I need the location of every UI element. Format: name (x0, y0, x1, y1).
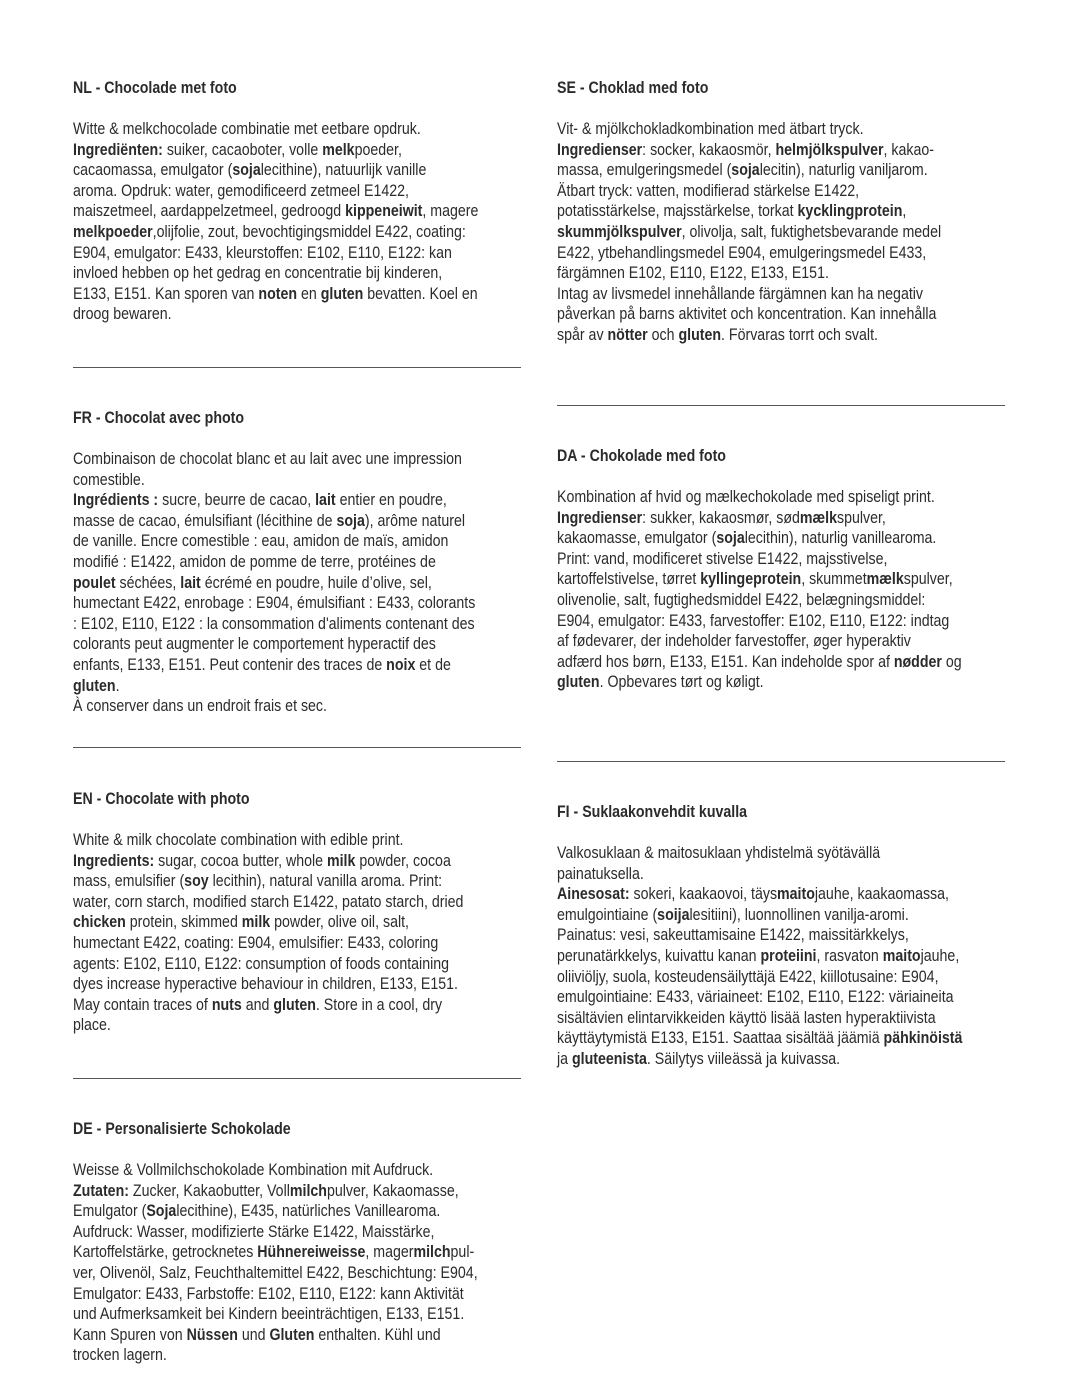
text-run: adfærd hos børn, E133, E151. Kan indeholde spor af (557, 652, 894, 671)
text-line (73, 1242, 478, 1263)
allergen-bold-text: Soja (146, 1202, 177, 1221)
text-run: Vit- & mjölkchokladkombination med ätbart tryck. (557, 120, 864, 138)
allergen-bold-text: soja (716, 529, 745, 548)
text-line (557, 140, 941, 161)
text-run: powder, olive oil, salt, (270, 913, 410, 932)
text-line (557, 1049, 962, 1070)
text-line (73, 933, 463, 954)
allergen-bold-text: nötter (607, 325, 648, 344)
text-line (557, 672, 962, 693)
text-run: aroma. Opdruk: water, gemodificeerd zetmeel E1422, (73, 181, 410, 200)
allergen-bold-text: Ingredients: (73, 851, 155, 870)
section-fi (557, 802, 1005, 1068)
text-run: . Säilytys viileässä ja kuivassa. (646, 1049, 841, 1068)
text-run: sokeri, kaakaovoi, täys (629, 885, 778, 904)
text-line (73, 1222, 478, 1243)
text-run: färgämnen E102, E110, E122, E133, E151. (557, 264, 829, 283)
text-run: lecitin), naturlig vaniljarom. (759, 161, 928, 180)
text-line (73, 676, 475, 697)
allergen-bold-text: Hühnereiweisse (257, 1243, 366, 1262)
text-line (557, 884, 962, 905)
text-line (73, 284, 478, 305)
text-run: agents: E102, E110, E122: consumption of foods containing (73, 954, 450, 973)
section-da (557, 446, 1005, 692)
text-run: dyes increase hyperactive behaviour in children, E133, E151. (73, 975, 458, 994)
text-line (557, 160, 941, 181)
allergen-bold-text: nuts (211, 995, 242, 1014)
section-body-de (73, 1160, 544, 1366)
allergen-bold-text: nødder (893, 652, 942, 671)
allergen-bold-text: gluteenista (571, 1049, 647, 1068)
text-run: och (647, 325, 679, 344)
text-line (73, 593, 475, 614)
section-body-fi (557, 843, 1028, 1070)
text-run: powder, cocoa (355, 851, 451, 870)
text-run: lecithine), E435, natürliches Vanillearoma. (176, 1202, 441, 1221)
allergen-bold-text: melk (322, 140, 355, 159)
text-run: de vanille. Encre comestible : eau, amidon de maïs, amidon (73, 532, 449, 551)
text-run: und Aufmerksamkeit bei Kindern beeinträchtigen, E133, E151. (73, 1305, 465, 1324)
text-run: påverkan på barns aktivitet och koncentration. Kan innehålla (557, 305, 937, 324)
text-run: comestible. (73, 470, 145, 489)
allergen-bold-text: mælk (799, 508, 837, 527)
text-line (73, 871, 463, 892)
allergen-bold-text: Zutaten: (73, 1181, 129, 1200)
text-run: , magere (422, 202, 479, 221)
allergen-bold-text: helmjölkspulver (775, 140, 884, 159)
allergen-bold-text: kyllingeprotein (700, 570, 802, 589)
allergen-bold-text: noten (258, 284, 298, 303)
text-line (73, 470, 475, 491)
allergen-bold-text: lait (180, 573, 201, 592)
section-se (557, 78, 1005, 344)
text-run: : sukker, kakaosmør, sød (642, 508, 800, 527)
section-body-se (557, 119, 1004, 346)
text-run: humectant E422, coating: E904, emulsifier: E433, coloring (73, 933, 439, 952)
text-line (557, 946, 962, 967)
text-run: maiszetmeel, aardappelzetmeel, gedroogd (73, 202, 346, 221)
text-run: en (297, 284, 321, 303)
text-line (73, 892, 463, 913)
text-line (73, 974, 463, 995)
text-run: Emulgator: E433, Farbstoffe: E102, E110, E122: kann Aktivität (73, 1284, 464, 1303)
text-run: enfants, E133, E151. Peut contenir des traces de (73, 655, 387, 674)
allergen-bold-text: pähkinöistä (883, 1029, 963, 1048)
text-run: humectant E422, enrobage : E904, émulsifiant : E433, colorants (73, 594, 476, 613)
section-body-nl (73, 119, 544, 325)
text-line (557, 611, 962, 632)
text-run: sucre, beurre de cacao, (158, 491, 316, 510)
text-run: lesitiini), luonnollinen vanilja-aromi. (689, 905, 909, 924)
text-run: sugar, cocoa butter, whole (154, 851, 327, 870)
text-line (73, 634, 475, 655)
text-run: Intag av livsmedel innehållande färgämnen kan ha negativ (557, 284, 924, 303)
text-line (557, 263, 941, 284)
text-run: colorants peut augmenter le comportement hyperactif des (73, 635, 436, 654)
text-line (73, 140, 478, 161)
text-line (73, 1345, 478, 1366)
divider-se-da (557, 405, 1005, 406)
allergen-bold-text: soy (184, 872, 209, 891)
text-run: protein, skimmed (125, 913, 242, 932)
text-run: , rasvaton (816, 946, 883, 965)
allergen-bold-text: maito (777, 885, 815, 904)
text-run: , (902, 202, 907, 221)
text-run: Aufdruck: Wasser, modifizierte Stärke E1422, Maisstärke, (73, 1222, 435, 1241)
text-run: , skummet (801, 570, 867, 589)
allergen-bold-text: soja (731, 161, 760, 180)
text-line (557, 905, 962, 926)
section-de (73, 1119, 521, 1365)
text-line (557, 284, 941, 305)
allergen-bold-text: chicken (73, 913, 126, 932)
text-run: Weisse & Vollmilchschokolade Kombination mit Aufdruck. (73, 1161, 434, 1179)
section-title-fi: FI - Suklaakonvehdit kuvalla (557, 803, 748, 821)
text-line (73, 830, 463, 851)
text-run: olivenolie, salt, fugtighedsmiddel E422, belægningsmiddel: (557, 590, 926, 609)
section-en (73, 789, 521, 1035)
allergen-bold-text: Nüssen (186, 1325, 238, 1344)
allergen-bold-text: gluten (320, 284, 364, 303)
text-run: Painatus: vesi, sakeuttamisaine E1422, maissitärkkelys, (557, 926, 909, 945)
text-run: and (241, 995, 274, 1014)
text-line (73, 304, 478, 325)
text-line (557, 967, 962, 988)
text-run: , olivolja, salt, fuktighetsbevarande medel (681, 222, 942, 241)
text-line (73, 263, 478, 284)
text-run: Zucker, Kakaobutter, Voll (128, 1181, 290, 1200)
text-run: Kartoffelstärke, getrocknetes (73, 1243, 258, 1262)
text-run: painatuksella. (557, 864, 644, 883)
text-run: Combinaison de chocolat blanc et au lait avec une impression (73, 450, 462, 468)
text-run: enthalten. Kühl und (314, 1325, 441, 1344)
allergen-bold-text: milch (413, 1243, 451, 1262)
text-run: oliiviöljy, suola, kosteudensäilyttäjä E422, kiillotusaine: E904, (557, 967, 939, 986)
text-line (73, 655, 475, 676)
text-run: jauhe, kaakaomassa, (814, 885, 949, 904)
text-run: water, corn starch, modified starch E1422, patato starch, dried (73, 892, 464, 911)
text-run: place. (73, 1016, 111, 1035)
allergen-bold-text: Gluten (269, 1325, 315, 1344)
text-run: ver, Olivenöl, Salz, Feuchthaltemittel E422, Beschichtung: E904, (73, 1263, 478, 1282)
allergen-bold-text: Ingredienser (557, 508, 643, 527)
allergen-bold-text: melkpoeder (73, 222, 153, 241)
text-line (557, 631, 962, 652)
text-run: , kakao- (883, 140, 935, 159)
text-run: E133, E151. Kan sporen van (73, 284, 259, 303)
text-line (73, 1015, 463, 1036)
text-line (73, 1201, 478, 1222)
allergen-bold-text: soija (657, 905, 690, 924)
allergen-bold-text: kippeneiwit (345, 202, 423, 221)
text-run: modifié : E1422, amidon de pomme de terre, protéines de (73, 552, 436, 571)
text-line (73, 552, 475, 573)
text-line (557, 843, 962, 864)
text-run: . Förvaras torrt och svalt. (721, 325, 878, 344)
text-line (557, 528, 962, 549)
section-title-se: SE - Choklad med foto (557, 79, 709, 97)
text-run: ja (557, 1049, 572, 1068)
text-line (73, 614, 475, 635)
allergen-bold-text: soja (232, 161, 261, 180)
text-line (73, 851, 463, 872)
text-run: . Store in a cool, dry (315, 995, 443, 1014)
text-line (73, 995, 463, 1016)
text-run: jauhe, (920, 946, 960, 965)
allergen-bold-text: soja (336, 511, 365, 530)
text-line (557, 243, 941, 264)
text-line (73, 160, 478, 181)
text-line (73, 954, 463, 975)
text-run: Ätbart tryck: vatten, modifierad stärkelse E1422, (557, 181, 860, 200)
section-title-nl: NL - Chocolade met foto (73, 79, 237, 97)
divider-da-fi (557, 761, 1005, 762)
text-run: écrémé en poudre, huile d’olive, sel, (200, 573, 432, 592)
text-line (557, 1008, 962, 1029)
allergen-bold-text: proteiini (760, 946, 817, 965)
text-line (557, 987, 962, 1008)
text-run: af fødevarer, der indeholder farvestoffer, øger hyperaktiv (557, 632, 911, 651)
text-run: spulver, (903, 570, 953, 589)
allergen-bold-text: milch (289, 1181, 327, 1200)
text-run: E904, emulgator: E433, kleurstoffen: E102, E110, E122: kan (73, 243, 452, 262)
text-line (557, 325, 941, 346)
text-run: invloed hebben op het gedrag en concentratie bij kinderen, (73, 264, 443, 283)
text-run: emulgointiaine ( (557, 905, 658, 924)
divider-en-de (73, 1078, 521, 1079)
allergen-bold-text: milk (326, 851, 356, 870)
text-run: : E102, E110, E122 : la consommation d'aliments contenant des (73, 614, 475, 633)
text-line (557, 864, 962, 885)
text-line (557, 181, 941, 202)
text-run: lecithin), naturlig vanillearoma. (744, 529, 937, 548)
text-run: potatisstärkelse, majsstärkelse, torkat (557, 202, 798, 221)
text-line (73, 1325, 478, 1346)
text-line (557, 569, 962, 590)
allergen-bold-text: noix (386, 655, 416, 674)
section-body-da (557, 487, 1028, 693)
text-line (73, 531, 475, 552)
text-line (73, 449, 475, 470)
section-fr (73, 408, 521, 716)
allergen-bold-text: Ingrediënten: (73, 140, 163, 159)
text-line (73, 511, 475, 532)
text-line (73, 181, 478, 202)
text-line (557, 1028, 962, 1049)
text-line (73, 696, 475, 717)
text-run: E904, emulgator: E433, farvestoffer: E102, E110, E122: indtag (557, 611, 950, 630)
text-run: lecithin), natural vanilla aroma. Print: (208, 872, 443, 891)
text-run: et de (415, 655, 451, 674)
divider-nl-fr (73, 367, 521, 368)
text-run: ), arôme naturel (364, 511, 466, 530)
text-run: . Opbevares tørt og køligt. (599, 673, 764, 692)
text-run: bevatten. Koel en (363, 284, 478, 303)
text-line (557, 925, 962, 946)
section-title-en: EN - Chocolate with photo (73, 790, 250, 808)
text-run: masse de cacao, émulsifiant (lécithine de (73, 511, 337, 530)
text-run: perunatärkkelys, kuivattu kanan (557, 946, 761, 965)
allergen-bold-text: milk (241, 913, 271, 932)
text-run: og (941, 652, 962, 671)
allergen-bold-text: gluten (73, 676, 116, 695)
text-run: poeder, (354, 140, 402, 159)
section-body-en (73, 830, 527, 1036)
text-line (73, 119, 478, 140)
text-line (557, 487, 962, 508)
text-line (73, 1284, 478, 1305)
text-line (73, 1181, 478, 1202)
section-body-fr (73, 449, 541, 717)
text-line (557, 119, 941, 140)
allergen-bold-text: poulet (73, 573, 116, 592)
text-line (73, 243, 478, 264)
text-line (557, 590, 962, 611)
text-line (73, 490, 475, 511)
text-run: kakaomasse, emulgator ( (557, 529, 717, 548)
text-run: , mager (365, 1243, 414, 1262)
section-title-fr: FR - Chocolat avec photo (73, 409, 245, 427)
text-run: pulver, Kakaomasse, (326, 1181, 459, 1200)
text-run: emulgointiaine: E433, väriaineet: E102, E110, E122: väriaineita (557, 988, 954, 1007)
text-run: séchées, (115, 573, 181, 592)
text-run: Emulgator ( (73, 1202, 147, 1221)
text-run: ,olijfolie, zout, bevochtigingsmiddel E422, coating: (152, 222, 466, 241)
text-line (73, 1263, 478, 1284)
text-line (557, 549, 962, 570)
text-line (557, 304, 941, 325)
section-title-de: DE - Personalisierte Schokolade (73, 1120, 291, 1138)
text-run: massa, emulgeringsmedel ( (557, 161, 732, 180)
text-run: mass, emulsifier ( (73, 872, 185, 891)
text-run: entier en poudre, (335, 491, 447, 510)
allergen-bold-text: gluten (557, 673, 600, 692)
text-run: E422, ytbehandlingsmedel E904, emulgeringsmedel E433, (557, 243, 927, 262)
allergen-bold-text: lait (315, 491, 336, 510)
text-line (73, 573, 475, 594)
allergen-bold-text: maito (882, 946, 921, 965)
text-run: : socker, kakaosmör, (642, 140, 776, 159)
allergen-bold-text: mælk (866, 570, 904, 589)
allergen-bold-text: skummjölkspulver (557, 222, 682, 241)
text-run: White & milk chocolate combination with edible print. (73, 831, 404, 849)
allergen-bold-text: Ainesosat: (557, 885, 630, 904)
text-run: Valkosuklaan & maitosuklaan yhdistelmä syötävällä (557, 844, 881, 862)
text-run: May contain traces of (73, 995, 212, 1014)
allergen-bold-text: gluten (678, 325, 722, 344)
text-run: Kann Spuren von (73, 1325, 187, 1344)
text-line (73, 912, 463, 933)
section-title-da: DA - Chokolade med foto (557, 447, 726, 465)
text-run: kartoffelstivelse, tørret (557, 570, 701, 589)
text-line (557, 508, 962, 529)
text-run: Kombination af hvid og mælkechokolade med spiseligt print. (557, 488, 935, 506)
text-line (73, 201, 478, 222)
text-line (73, 1304, 478, 1325)
text-line (557, 201, 941, 222)
text-run: spår av (557, 325, 608, 344)
text-line (73, 1160, 478, 1181)
text-line (73, 222, 478, 243)
text-run: Witte & melkchocolade combinatie met eetbare opdruk. (73, 120, 421, 138)
text-run: suiker, cacaoboter, volle (162, 140, 323, 159)
text-run: pul- (450, 1243, 475, 1262)
text-run: lecithine), natuurlijk vanille (260, 161, 427, 180)
text-run: trocken lagern. (73, 1346, 167, 1365)
allergen-bold-text: Ingredienser (557, 140, 643, 159)
text-run: sisältävien elintarvikkeiden käyttö lisää lasten hyperaktiivista (557, 1008, 936, 1027)
text-run: À conserver dans un endroit frais et sec. (73, 697, 327, 716)
section-nl (73, 78, 521, 324)
text-run: spulver, (836, 508, 886, 527)
text-run: . (115, 676, 120, 695)
text-run: und (237, 1325, 270, 1344)
allergen-bold-text: gluten (273, 995, 316, 1014)
allergen-bold-text: kycklingprotein (797, 202, 903, 221)
text-run: Print: vand, modificeret stivelse E1422, majsstivelse, (557, 549, 888, 568)
text-line (557, 652, 962, 673)
text-line (557, 222, 941, 243)
text-run: droog bewaren. (73, 305, 172, 324)
divider-fr-en (73, 747, 521, 748)
text-run: käyttäytymistä E133, E151. Saattaa sisältää jäämiä (557, 1029, 884, 1048)
text-run: cacaomassa, emulgator ( (73, 161, 233, 180)
allergen-bold-text: Ingrédients : (73, 491, 159, 510)
